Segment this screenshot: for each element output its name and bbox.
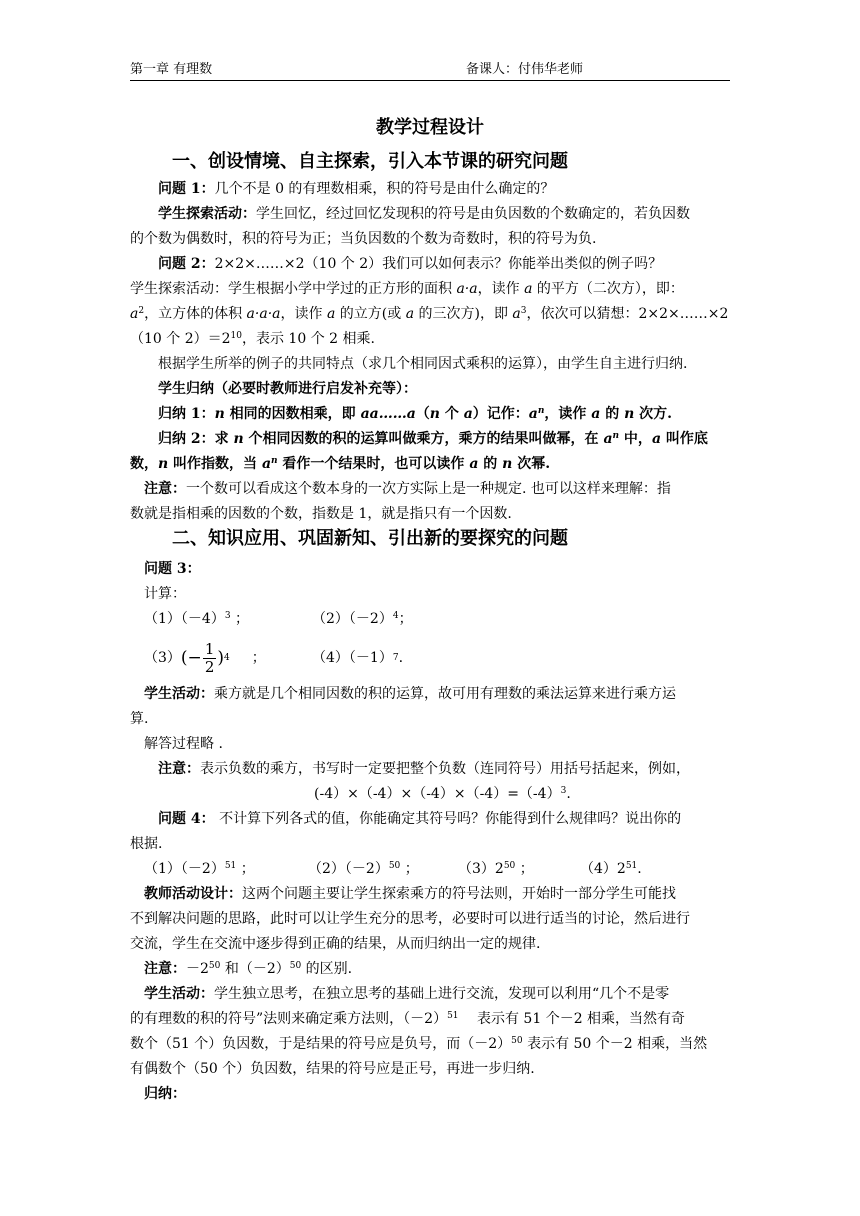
exercise-1: $(1)(-4)^3$ ；	[144, 611, 250, 627]
activity-2-line-4: 有偶数个（50 个）负因数，结果的符号应是正号，再进一步归纳.	[130, 1061, 535, 1077]
activity-line-2: 算.	[130, 711, 149, 727]
exercise-4: （4）（－1） 7 .	[312, 649, 404, 666]
sign-exercises: $(1)(-2)^{51}$ ； $(2)(-2)^{50}$ ； $(3)2^{50}$ ； $(4)2^{51}$.	[144, 861, 642, 877]
question-2: 问题 2：2×2×……×2（10 个 2）我们可以如何表示？你能举出类似的例子吗？	[158, 256, 663, 272]
induce-2-line-2: 数，n 叫作指数，当 $a^n$ 看作一个结果时，也可以读作 a 的 n 次幂.	[130, 456, 551, 472]
q2-explore-line-3: （10 个 $2)=2^{10}$，表示 10 个 2 相乘.	[130, 331, 375, 347]
question-1: 问题 1：几个不是 0 的有理数相乘，积的符号是由什么确定的？	[158, 181, 555, 197]
exercise-row-1	[130, 607, 730, 632]
activity-line-1: 学生活动：乘方就是几个相同因数的积的运算，故可用有理数的乘法运算来进行乘方运	[144, 686, 676, 702]
induce-heading: 学生归纳（必要时教师进行启发补充等）：	[158, 381, 417, 397]
question-4-line-1: 问题 4： 不计算下列各式的值，你能确定其符号吗？你能得到什么规律吗？说出你的	[158, 811, 682, 827]
note-3-line-1: 注意：表示负数的乘方，书写时一定要把整个负数（连同符号）用括号括起来，例如，	[158, 761, 690, 777]
q2-explore-line-2: $a^2$，立方体的体积 a·a·a，读作 a 的立方(或 a 的三次方)，即 $a^3$，依次可以猜想：2×2×……×2	[130, 306, 729, 322]
section-2-body-b	[130, 682, 730, 1107]
explore-line-1: 学生探索活动：学生回忆，经过回忆发现积的符号是由负因数的个数确定的，若负因数	[158, 206, 690, 222]
note-4: 注意：$-2^{50}$ 和$(-2)^{50}$ 的区别.	[144, 961, 353, 977]
teacher-line-3: 交流，学生在交流中逐步得到正确的结果，从而归纳出一定的规律.	[130, 936, 541, 952]
teacher-line-2: 不到解决问题的思路，此时可以让学生充分的思考，必要时可以进行适当的讨论，然后进行	[130, 911, 690, 927]
common-feature-line: 根据学生所举的例子的共同特点（求几个相同因式乘积的运算），由学生自主进行归纳.	[158, 356, 688, 372]
header-author: 备课人：付伟华老师	[466, 62, 584, 77]
section-1-heading: 一、创设情境、自主探索，引入本节课的研究问题	[172, 151, 568, 172]
activity-2-line-1: 学生活动：学生独立思考，在独立思考的基础上进行交流，发现可以利用“几个不是零	[144, 986, 670, 1002]
page-title: 教学过程设计	[376, 117, 484, 138]
section-1-body	[130, 177, 730, 527]
q2-explore-line-1: 学生探索活动：学生根据小学中学过的正方形的面积 a·a，读作 a 的平方（二次方），即：	[130, 281, 684, 297]
exercise-2: $(2)(-2)^4$；	[312, 611, 413, 627]
exercise-row-2	[130, 636, 730, 680]
answer-omitted: 解答过程略 .	[144, 736, 223, 752]
note-1-line-1: 注意：一个数可以看成这个数本身的一次方实际上是一种规定. 也可以这样来理解：指	[144, 481, 671, 497]
page-header	[130, 62, 730, 80]
exercise-3: （3） (− $\frac{1}{2}$ ) 4 ；	[144, 639, 266, 676]
header-chapter: 第一章 有理数	[130, 62, 213, 77]
note-3-formula: $(-4)\times(-4)\times(-4)\times(-4)=(-4)^3$.	[314, 786, 571, 802]
induce-1: 归纳 1：n 相同的因数相乘，即 aa……a（n 个 a）记作：$a^n$，读作 a 的 n 次方.	[158, 406, 673, 422]
note-1-line-2: 数就是指相乘的因数的个数，指数是 1，就是指只有一个因数.	[130, 506, 512, 522]
explore-line-2: 的个数为偶数时，积的符号为正；当负因数的个数为奇数时，积的符号为负.	[130, 231, 597, 247]
question-3-label: 问题 3：	[144, 561, 201, 577]
section-2-heading: 二、知识应用、巩固新知、引出新的要探究的问题	[172, 528, 568, 549]
calc-label: 计算：	[144, 586, 186, 602]
section-2-body-a	[130, 557, 730, 632]
activity-2-line-2: 的有理数的积的符号”法则来确定乘方法则，$(-2)^{51}$ 表示有 51 个－2 相乘，当然有奇	[130, 1011, 686, 1027]
question-4-line-2: 根据.	[130, 836, 163, 852]
fraction-one-half: $\frac{1}{2}$	[204, 639, 215, 676]
teacher-line-1: 教师活动设计：这两个问题主要让学生探索乘方的符号法则，开始时一部分学生可能找	[144, 886, 676, 902]
activity-2-line-3: 数个（51 个）负因数，于是结果的符号应是负号，而$(-2)^{50}$ 表示有 50 个－2 相乘，当然	[130, 1036, 708, 1052]
induce-2-line-1: 归纳 2：求 n 个相同因数的积的运算叫做乘方，乘方的结果叫做幂，在 $a^n$ 中，a 叫作底	[158, 431, 708, 447]
header-rule	[130, 80, 730, 81]
conclude-label: 归纳：	[144, 1086, 186, 1102]
